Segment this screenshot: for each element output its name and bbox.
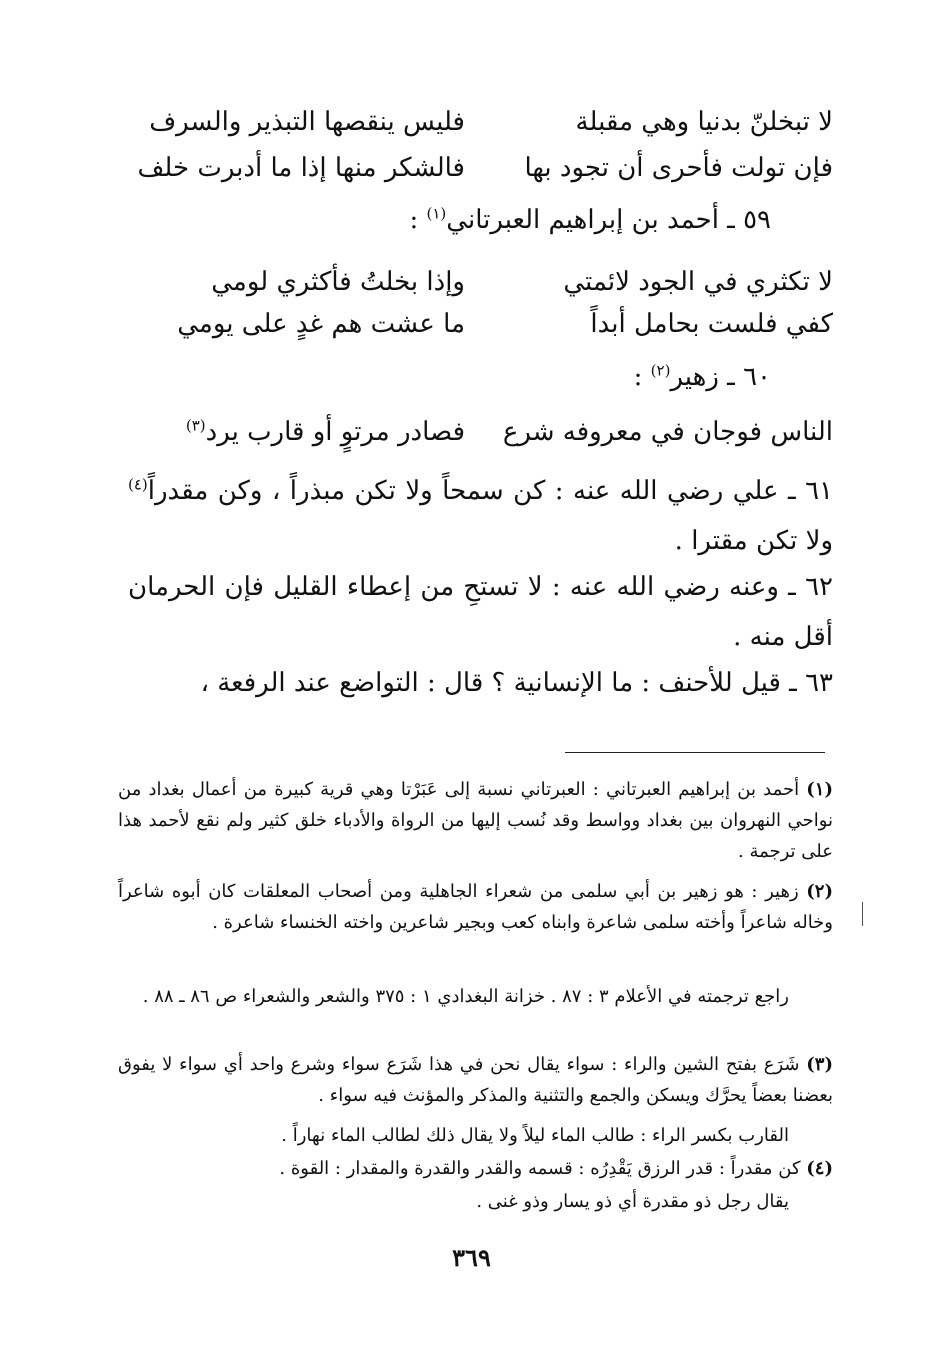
footnote-ref-4[interactable]: (٤) xyxy=(128,475,148,494)
verse-hemistich-right: الناس فوجان في معروفه شرع xyxy=(502,417,833,447)
footnote-1 xyxy=(118,774,833,867)
footnote-3 xyxy=(118,1049,833,1111)
footnote-ref-3[interactable]: (٣) xyxy=(185,416,206,435)
verse-hemistich-left: ما عشت هم غدٍ على يومي xyxy=(177,309,465,339)
entry-61-main: ٦١ ـ علي رضي الله عنه : كن سمحاً ولا تكن مبذراً ، وكن مقدراً xyxy=(147,476,833,506)
entry-60-colon: : xyxy=(633,362,651,392)
margin-mark xyxy=(862,902,863,926)
entry-59-heading xyxy=(409,200,771,240)
page-number: ٣٦٩ xyxy=(452,1243,491,1272)
verse-hemistich-left: فليس ينقصها التبذير والسرف xyxy=(149,107,465,137)
verse-line xyxy=(0,148,943,188)
footnote-text: شَرَع بفتح الشين والراء : سواء يقال نحن في هذا شَرَع سواء وشرع واحد أي سواء لا يفوق بعضنا بعضاً يحرَّك ويسكن والجمع والتثنية والمذكر والمؤنث فيه سواء . xyxy=(118,1054,833,1106)
verse-hemistich-right: كفي فلست بحامل أبداً xyxy=(590,309,833,339)
entry-62-text: ٦٢ ـ وعنه رضي الله عنه : لا تستحِ من إعطاء القليل فإن الحرمان أقل منه . xyxy=(128,572,833,652)
entry-59-title: ٥٩ ـ أحمد بن إبراهيم العبرتاني xyxy=(446,205,771,235)
footnote-text: كن مقدراً : قدر الرزق يَقْدِرُه : قسمه والقدر والقدرة والمقدار : القوة . xyxy=(279,1158,807,1179)
footnote-4 xyxy=(118,1153,833,1184)
verse-line xyxy=(0,262,943,302)
entry-60-title: ٦٠ ـ زهير xyxy=(670,362,771,392)
verse-hemistich-left: فالشكر منها إذا ما أدبرت خلف xyxy=(137,153,465,183)
entry-61-text xyxy=(128,466,833,566)
footnote-separator xyxy=(565,752,825,753)
verse-hemistich-text: فصادر مرتوٍ أو قارب يرد xyxy=(205,417,465,447)
footnote-3-extra: القارب بكسر الراء : طالب الماء ليلاً ولا يقال ذلك لطالب الماء نهاراً . xyxy=(281,1125,789,1146)
verse-hemistich-right: لا تكثري في الجود لائمتي xyxy=(563,267,833,297)
verse-hemistich-right: لا تبخلنّ بدنيا وهي مقبلة xyxy=(575,107,833,137)
entry-61-tail: ولا تكن مقترا . xyxy=(674,526,833,556)
footnote-2 xyxy=(118,876,833,938)
entry-59-colon: : xyxy=(409,205,427,235)
footnote-ref-2[interactable]: (٢) xyxy=(650,361,671,380)
footnote-text: زهير : هو زهير بن أبي سلمى من شعراء الجاهلية ومن أصحاب المعلقات كان أبوه شاعراً وخاله شاعراً وأخته سلمى شاعرة وابناه كعب وبجير شاعرين واخته الخنساء شاعرة . xyxy=(118,881,833,933)
footnote-text: أحمد بن إبراهيم العبرتاني : العبرتاني نسبة إلى عَبَرْتا وهي قرية كبيرة من أعمال بغداد من نواحي النهروان بين بغداد وواسط وقد نُسب إليها من الرواة والأدباء خلق كثير ولم نقع لأحمد هذا على ترجمة . xyxy=(118,779,833,862)
verse-line xyxy=(0,412,943,452)
verse-hemistich-right: فإن تولت فأحرى أن تجود بها xyxy=(524,153,833,183)
footnote-ref-1[interactable]: (١) xyxy=(426,204,447,223)
verse-hemistich-left: وإذا بخلتُ فأكثري لومي xyxy=(211,267,465,297)
footnote-4-extra: يقال رجل ذو مقدرة أي ذو يسار وذو غنى . xyxy=(476,1191,789,1212)
verse-line xyxy=(0,102,943,142)
footnote-number: (٤) xyxy=(806,1158,833,1179)
footnote-number: (١) xyxy=(806,779,833,800)
footnote-number: (٣) xyxy=(806,1054,833,1075)
footnote-2-extra: راجع ترجمته في الأعلام ٣ : ٨٧ . خزانة البغدادي ١ : ٣٧٥ والشعر والشعراء ص ٨٦ ـ ٨٨ . xyxy=(142,986,789,1007)
verse-line xyxy=(0,304,943,344)
footnote-number: (٢) xyxy=(806,881,833,902)
verse-hemistich-left xyxy=(125,412,465,452)
entry-60-heading xyxy=(634,357,771,397)
entry-63-text: ٦٣ ـ قيل للأحنف : ما الإنسانية ؟ قال : التواضع عند الرفعة ، xyxy=(200,668,833,698)
